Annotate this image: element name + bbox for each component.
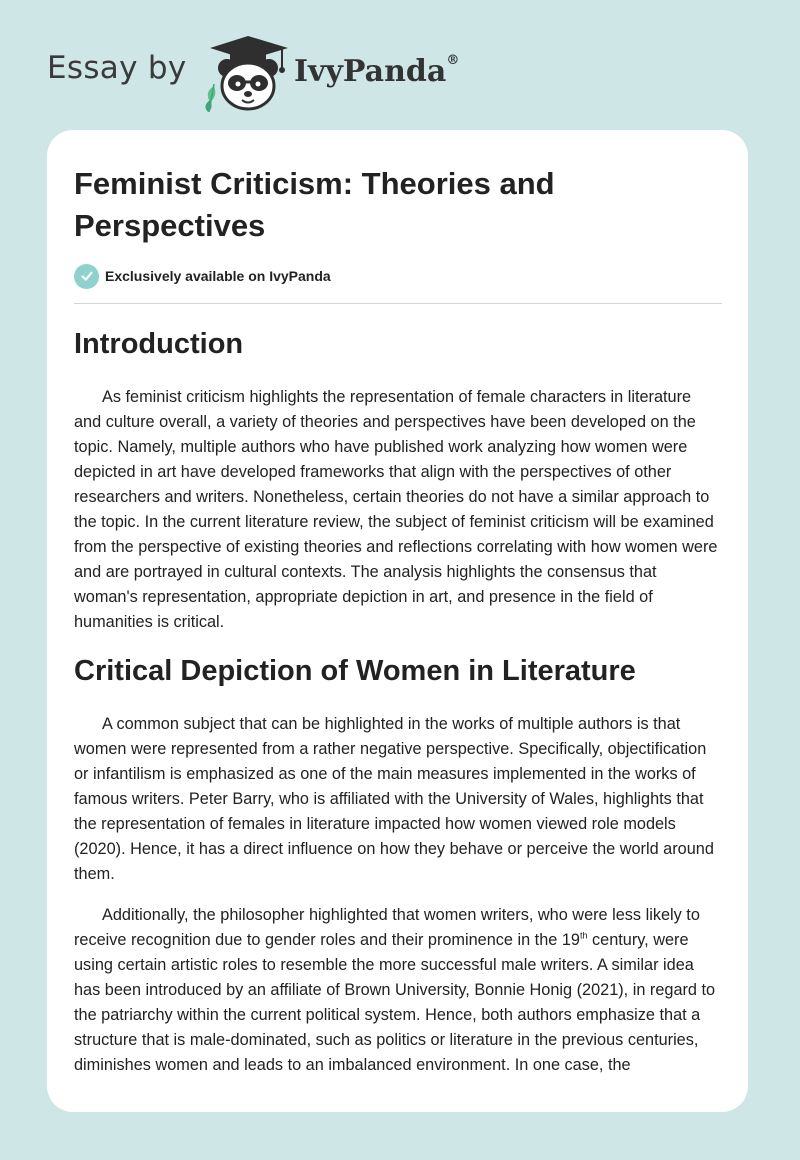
registered-mark: ® <box>446 53 460 68</box>
brand-name[interactable] <box>294 54 459 89</box>
exclusive-badge <box>74 263 331 289</box>
section-heading-critical-depiction: Critical Depiction of Women in Literature <box>74 655 636 687</box>
exclusive-text: Exclusively available on IvyPanda <box>105 268 331 284</box>
panda-graduate-logo-icon[interactable] <box>200 34 292 112</box>
essay-card <box>47 130 748 1112</box>
paragraph-text: century, were using certain artistic roles to resemble the more successful male writers. A similar idea has been introduced by an affiliate of Brown University, Bonnie Honig (2021), in regard to the patriarchy within the current political system. Hence, both authors emphasize that a structure that is male-dominated, such as politics or literature in the previous centuries, diminishes women and leads to an imbalanced environment. In one case, the <box>74 931 716 1074</box>
paragraph-critical-depiction-2 <box>74 903 722 1078</box>
paragraph-introduction: As feminist criticism highlights the representation of female characters in literature and culture overall, a variety of theories and perspectives have been developed on the topic. Namely, multiple authors who have published work analyzing how women were depicted in art have developed frameworks that align with the perspectives of other researchers and writers. Nonetheless, certain theories do not have a similar approach to the topic. In the current literature review, the subject of feminist criticism will be examined from the perspective of existing theories and reflections correlating with how women were and are portrayed in cultural contexts. The analysis highlights the consensus that woman's representation, appropriate depiction in art, and presence in the field of humanities is critical. <box>74 388 718 631</box>
ordinal-suffix: th <box>579 930 588 941</box>
page-title: Feminist Criticism: Theories and Perspectives <box>74 166 555 243</box>
brand-text: IvyPanda <box>294 54 447 89</box>
section-heading-introduction: Introduction <box>74 328 244 360</box>
check-circle-icon <box>74 264 99 289</box>
divider <box>74 303 722 304</box>
paragraph-text: Additionally, the philosopher highlighted that women writers, who were less likely to receive recognition due to gender roles and their prominence in the 19 <box>74 906 700 949</box>
essay-by-label: Essay by <box>47 50 187 86</box>
site-header <box>0 0 800 130</box>
paragraph-critical-depiction-1: A common subject that can be highlighted in the works of multiple authors is that women were represented from a rather negative perspective. Specifically, objectification or infantilism is emphasized as one of the main measures implemented in the works of famous writers. Peter Barry, who is affiliated with the University of Wales, highlights that the representation of females in literature impacted how women viewed role models (2020). Hence, it has a direct influence on how they behave or perceive the world around them. <box>74 715 714 883</box>
